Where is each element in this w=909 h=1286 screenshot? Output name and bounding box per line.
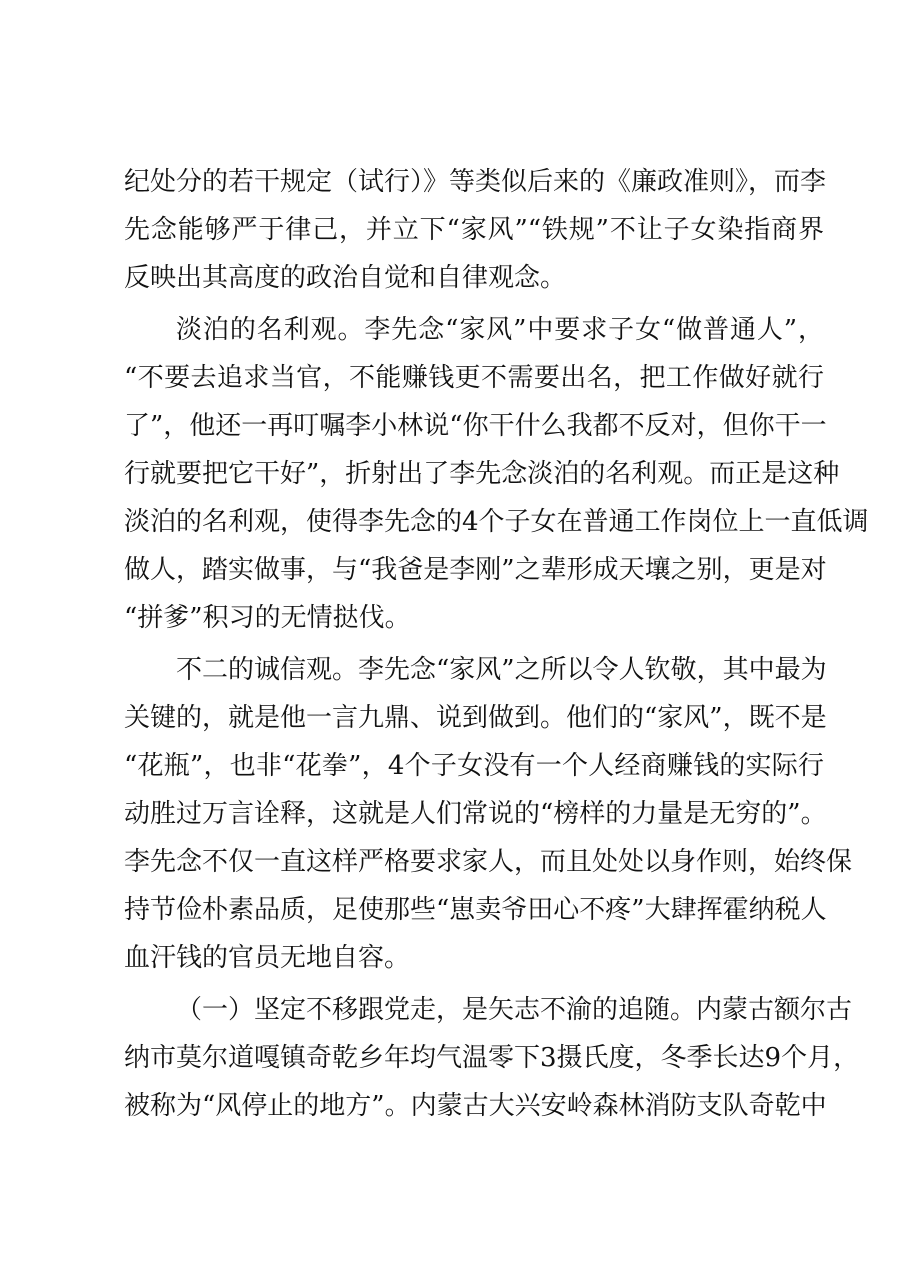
text-line: 了”，他还一再叮嘱李小林说“你干什么我都不反对，但你干一 xyxy=(124,411,827,441)
text-line: 动胜过万言诠释，这就是人们常说的“榜样的力量是无穷的”。 xyxy=(124,799,827,829)
text-line: 持节俭朴素品质，足使那些“崽卖爷田心不疼”大肆挥霍纳税人 xyxy=(124,895,827,925)
text-line: 被称为“风停止的地方”。内蒙古大兴安岭森林消防支队奇乾中 xyxy=(124,1091,827,1121)
text-line: 先念能够严于律己，并立下“家风”“铁规”不让子女染指商界 xyxy=(124,215,824,245)
text-line: “拼爹”积习的无情挞伐。 xyxy=(124,603,411,633)
text-line: 李先念不仅一直这样严格要求家人，而且处处以身作则，始终保 xyxy=(124,847,853,877)
text-line: （一）坚定不移跟党走，是矢志不渝的追随。内蒙古额尔古 xyxy=(176,995,853,1025)
text-line: 关键的，就是他一言九鼎、说到做到。他们的“家风”，既不是 xyxy=(124,703,827,733)
text-line: 做人，踏实做事，与“我爸是李刚”之辈形成天壤之别，更是对 xyxy=(124,555,827,585)
text-line: 纪处分的若干规定（试行）》等类似后来的《廉政准则》，而李 xyxy=(124,167,827,197)
text-line: 反映出其高度的政治自觉和自律观念。 xyxy=(124,263,567,293)
text-line: 淡泊的名利观，使得李先念的4个子女在普通工作岗位上一直低调 xyxy=(124,507,869,537)
text-line: 行就要把它干好”，折射出了李先念淡泊的名利观。而正是这种 xyxy=(124,459,840,489)
text-line: 淡泊的名利观。李先念“家风”中要求子女“做普通人”， xyxy=(176,315,824,345)
text-line: “不要去追求当官，不能赚钱更不需要出名，把工作做好就行 xyxy=(124,363,824,393)
text-line: “花瓶”，也非“花拳”，4个子女没有一个人经商赚钱的实际行 xyxy=(124,751,824,781)
text-line: 纳市莫尔道嘎镇奇乾乡年均气温零下3摄氏度，冬季长达9个月， xyxy=(124,1043,860,1073)
text-line: 不二的诚信观。李先念“家风”之所以令人钦敬，其中最为 xyxy=(176,655,827,685)
text-line: 血汗钱的官员无地自容。 xyxy=(124,943,411,973)
